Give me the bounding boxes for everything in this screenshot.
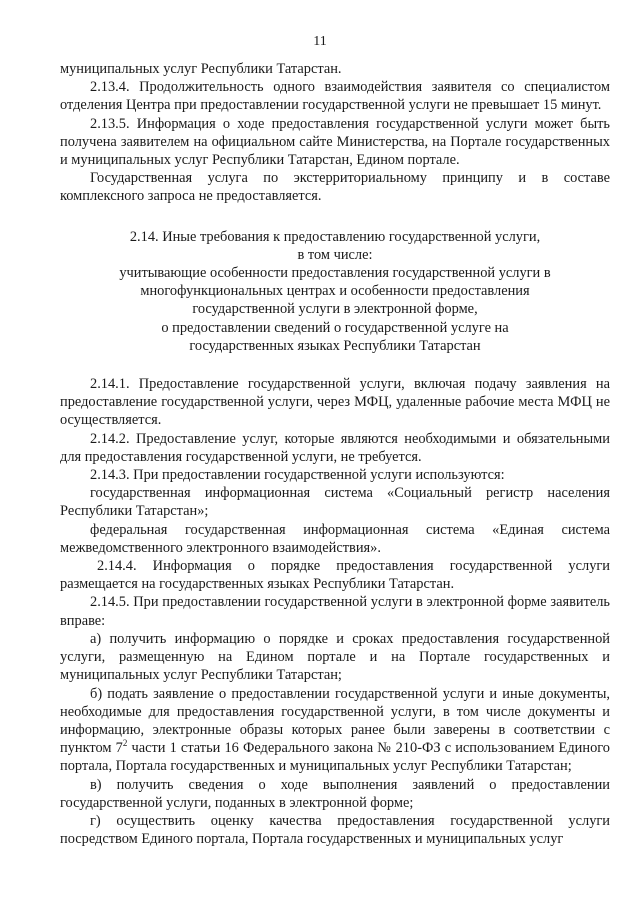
heading-line: многофункциональных центрах и особенности предоставления	[140, 283, 530, 300]
heading-line: о предоставлении сведений о государственной услуге на	[161, 319, 509, 336]
heading-line: учитывающие особенности предоставления государственной услуги в	[119, 265, 551, 282]
paragraph: 2.14.1. Предоставление государственной услуги, включая подачу заявления на предоставление государственной услуги, через МФЦ, удаленные рабочие места МФЦ не осуществляется.	[60, 376, 610, 429]
superscript: 2	[122, 738, 128, 749]
heading-line: государственной услуги в электронной форме,	[192, 301, 478, 318]
heading-line: в том числе:	[297, 246, 373, 263]
heading-line: государственных языках Республики Татарстан	[189, 337, 481, 354]
heading-line: 2.14. Иные требования к предоставлению государственной услуги,	[129, 228, 541, 245]
paragraph: Государственная услуга по экстерриториальному принципу и в составе комплексного запроса не предоставляется.	[60, 170, 610, 205]
paragraph: государственная информационная система «Социальный регистр населения Республики Татарстан»;	[60, 485, 610, 520]
document-body	[60, 60, 610, 848]
paragraph: 2.14.5. При предоставлении государственной услуги в электронной форме заявитель вправе:	[60, 594, 610, 629]
paragraph: г) осуществить оценку качества предоставления государственной услуги посредством Единого портала, Портала государственных и муниципальных услуг	[60, 812, 610, 848]
paragraph: 2.14.3. При предоставлении государственной услуги используются:	[90, 467, 505, 484]
paragraph	[60, 685, 610, 776]
paragraph: в) получить сведения о ходе выполнения заявлений о предоставлении государственной услуги, поданных в электронной форме;	[60, 776, 610, 811]
paragraph: 2.13.5. Информация о ходе предоставления государственной услуги может быть получена заявителем на официальном сайте Министерства, на Портале государственных и муниципальных услуг Республики Татарстан, Едином портале.	[60, 115, 610, 169]
paragraph: 2.13.4. Продолжительность одного взаимодействия заявителя со специалистом отделения Центра при предоставлении государственной услуги не превышает 15 минут.	[60, 79, 610, 114]
paragraph-text: б) подать заявление о предоставлении государственной услуги и иные документы, необходимые для предоставления государственной услуги, в том числе документы и информацию, электронные образы которых ранее были заверены в соответствии с пунктом 7	[60, 685, 610, 757]
paragraph: муниципальных услуг Республики Татарстан.	[60, 61, 342, 77]
paragraph: 2.14.4. Информация о порядке предоставления государственной услуги размещается на государственных языках Республики Татарстан.	[60, 558, 610, 593]
paragraph: федеральная государственная информационная система «Единая система межведомственного электронного взаимодействия».	[60, 521, 610, 556]
paragraph: а) получить информацию о порядке и сроках предоставления государственной услуги, размещенную на Едином портале и на Портале государственных и муниципальных услуг Республики Татарстан;	[60, 630, 610, 684]
page-number: 11	[313, 34, 327, 49]
paragraph-text: части 1 статьи 16 Федерального закона № 210-ФЗ с использованием Единого портала, Портала государственных и муниципальных услуг Республики Татарстан;	[60, 740, 610, 775]
section-heading	[60, 228, 610, 355]
paragraph: 2.14.2. Предоставление услуг, которые являются необходимыми и обязательными для предоставления государственной услуги, не требуется.	[60, 430, 610, 465]
